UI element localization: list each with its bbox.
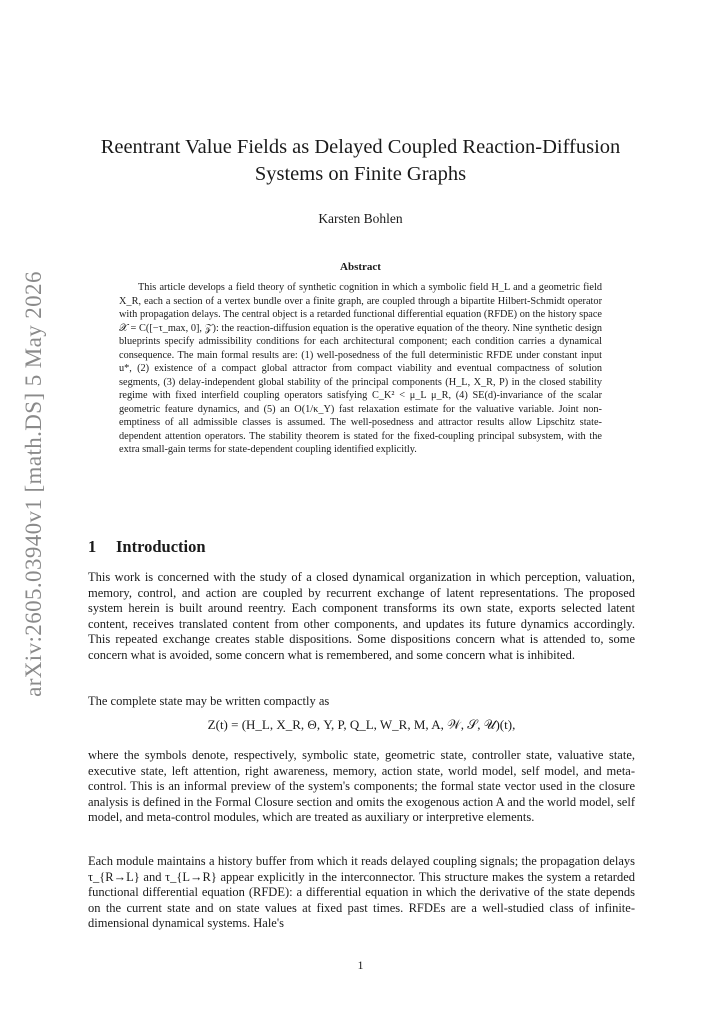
author-name: Karsten Bohlen [318, 211, 403, 226]
abstract-text: This article develops a field theory of synthetic cognition in which a symbolic field H_L and a geometric field X_R, each a section of a vertex bundle over a finite graph, are coupled through a bipartite Hilbert-Schmidt operator with propagation delays. The central object is a retarded functional differential equation (RFDE) on the history space 𝒳 = C([−τ_max, 0], 𝒵): the reaction-diffusion equation is the operative equation of the theory. Nine synthetic design blueprints specify admissibility conditions for each architectural component; each condition carries a dynamical consequence. The main formal results are: (1) well-posedness of the full deterministic RFDE under constant input u*, (2) existence of a compact global attractor from compact viability and eventual compactness of solution segments, (3) delay-independent global stability of the principal components (H_L, X_R, P) in the closed stability regime with fixed interfield coupling operators satisfying C_K² < μ_L μ_R, (4) SE(d)-invariance of the scalar geometric feature dynamics, and (5) an O(1/κ_Y) fast relaxation estimate for the valuative variable. Joint non-emptiness of all admissible classes is assumed. The well-posedness and attractor results allow Lipschitz state-dependent attention operators. The stability theorem is stated for the fixed-coupling principal subsystem, with the extra small-gain terms for state-dependent coupling identified explicitly. [119, 282, 602, 455]
intro-paragraph-1: This work is concerned with the study of a closed dynamical organization in which perception, valuation, memory, control, and action are coupled by recurrent exchange of latent representations. The proposed system herein is built around reentry. Each component transforms its own state, exports selected latent content, receives translated content from other components, and updates its future dynamics accordingly. This repeated exchange creates stable dispositions. Some dispositions concern what is attended to, some concern what is avoided, some concern what is remembered, and some concern what is inhibited. [88, 570, 635, 662]
arxiv-stamp [16, 270, 52, 697]
intro-paragraph-3: where the symbols denote, respectively, symbolic state, geometric state, controller state, valuative state, executive state, left attention, right awareness, memory, action state, world model, self model, and meta-control. This is an informal preview of the system's components; the formal state vector used in the closure analysis is defined in the Formal Closure section and omits the exogenous action A and the world model, self model, and meta-control modules, which are treated as auxiliary or interpretive elements. [88, 748, 635, 825]
intro-paragraph-2: The complete state may be written compactly as [88, 694, 330, 708]
intro-paragraph-4: Each module maintains a history buffer from which it reads delayed coupling signals; the propagation delays τ_{R→L} and τ_{L→R} appear explicitly in the interconnector. This structure makes the system a retarded functional differential equation (RFDE): a differential equation in which the derivative of the state depends on the current state and on state values at fixed past times. RFDEs are a well-studied class of infinite-dimensional dynamical systems. Hale's [88, 854, 635, 931]
state-equation: Z(t) = (H_L, X_R, Θ, Y, P, Q_L, W_R, M, A, 𝒲, 𝒮, 𝒰)(t), [207, 717, 516, 732]
section-title: Introduction [116, 537, 206, 556]
arxiv-identifier: arXiv:2605.03940v1 [math.DS] 5 May 2026 [21, 270, 47, 697]
abstract-heading: Abstract [340, 261, 381, 273]
section-heading [88, 537, 206, 557]
section-number: 1 [88, 537, 97, 556]
page-number: 1 [357, 958, 364, 972]
paper-title: Reentrant Value Fields as Delayed Coupled Reaction-Diffusion Systems on Finite Graphs [100, 136, 621, 185]
